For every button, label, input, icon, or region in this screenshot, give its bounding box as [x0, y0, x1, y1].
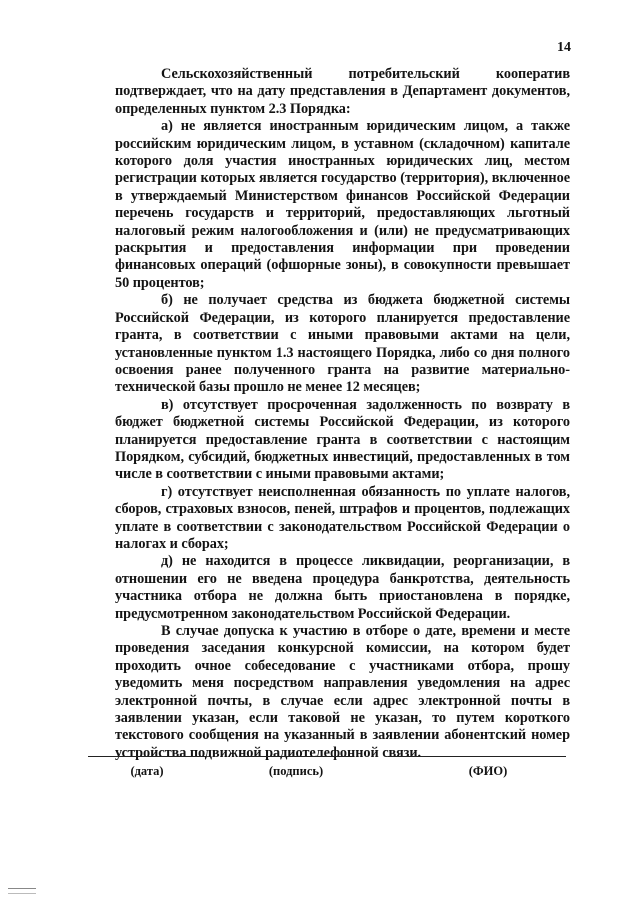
signature-line [240, 756, 352, 757]
name-caption: (ФИО) [468, 764, 508, 778]
date-caption: (дата) [130, 764, 164, 778]
clause-a: а) не является иностранным юридическим лицом, а также российским юридическим лицом, в уставном (складочном) капитале которого доля участия иностранных юридических лиц, местом регистрации которых является государство (территория), включенное в утверждаемый Министерством финансов Российской Федерации перечень государств и территорий, предоставляющих льготный налоговый режим налогообложения и (или) не предусматривающих раскрытия и предоставления информации при проведении финансовых операций (офшорные зоны), в совокупности превышает 50 процентов; [115, 118, 570, 291]
signature-caption: (подпись) [268, 764, 324, 778]
clause-d: д) не находится в процессе ликвидации, реорганизации, в отношении его не введена процедура банкротства, деятельность участника отбора не должна быть приостановлена в порядке, предусмотренном законодательством Российской Федерации. [115, 553, 570, 622]
footer-scan-mark [8, 888, 36, 889]
intro-paragraph: Сельскохозяйственный потребительский кооператив подтверждает, что на дату представления в Департамент документов, определенных пунктом 2.3 Порядка: [115, 66, 570, 117]
document-body [115, 66, 570, 762]
signature-block [0, 756, 640, 786]
clause-v: в) отсутствует просроченная задолженность по возврату в бюджет бюджетной системы Российской Федерации, из которого планируется предоставление гранта в соответствии с настоящим Порядком, субсидий, бюджетных инвестиций, предоставленных в том числе в соответствии с иными правовыми актами; [115, 396, 570, 483]
notification-paragraph: В случае допуска к участию в отборе о дате, времени и месте проведения заседания конкурсной комиссии, на котором будет проходить очное собеседование с участниками отбора, прошу уведомить меня посредством направления уведомления на адрес электронной почты, в случае если адрес электронной почты в заявлении указан, если таковой не указан, то путем короткого текстового сообщения на указанный в заявлении абонентский номер устройства подвижной радиотелефонной связи. [115, 623, 570, 761]
date-line [88, 756, 206, 757]
clause-g: г) отсутствует неисполненная обязанность по уплате налогов, сборов, страховых взносов, пеней, штрафов и процентов, подлежащих уплате в соответствии с законодательством Российской Федерации о налогах и сборах; [115, 483, 570, 552]
name-line [388, 756, 566, 757]
clause-b: б) не получает средства из бюджета бюджетной системы Российской Федерации, из которого планируется предоставление гранта, в соответствии с иными правовыми актами на цели, установленные пунктом 1.3 настоящего Порядка, либо со дня полного освоения ранее полученного гранта на развитие материально-технической базы прошло не менее 12 месяцев; [115, 292, 570, 396]
footer-scan-mark-2 [8, 893, 36, 894]
page-number: 14 [557, 40, 571, 55]
